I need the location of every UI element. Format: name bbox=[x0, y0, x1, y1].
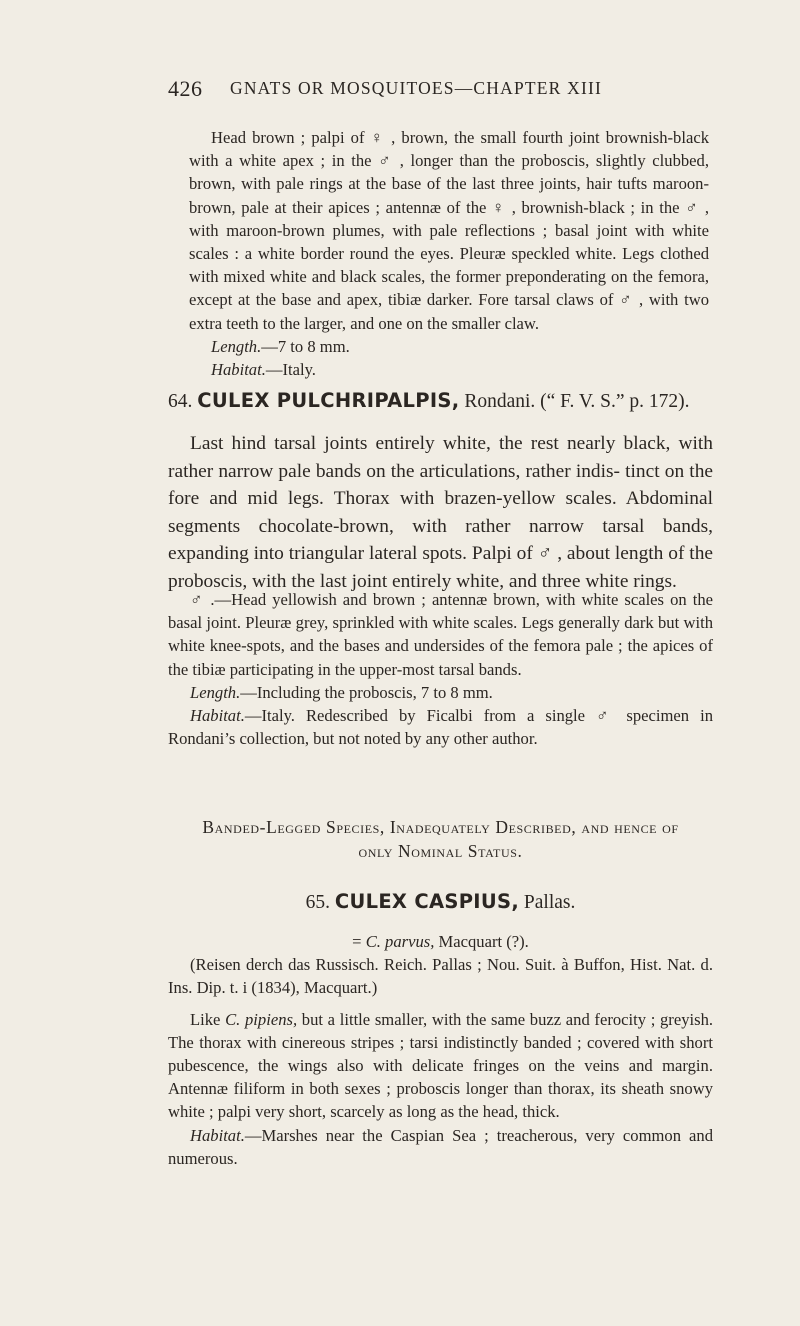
synonym-name: C. parvus, bbox=[365, 932, 435, 951]
section-heading bbox=[168, 815, 713, 863]
male-description: ♂ .—Head yellowish and brown ; antennæ brown, with white scales on the basal joint. Pleuræ grey, sprinkled with white scales. Legs generally dark but with white knee-spots, and the bases and undersides of the femora pale ; the apices of the tibiæ participating in the upper-most tarsal bands. bbox=[168, 590, 713, 679]
species-number: 65. bbox=[305, 892, 330, 913]
length-label: Length. bbox=[190, 682, 241, 702]
section-heading-line-2: only Nominal Status. bbox=[358, 841, 523, 861]
species-number: 64. bbox=[168, 391, 193, 412]
length-value: —Including the proboscis, 7 to 8 mm. bbox=[240, 682, 493, 702]
species-65-habitat bbox=[168, 1124, 713, 1170]
habitat-label: Habitat. bbox=[190, 1125, 245, 1145]
species-64-diagnosis bbox=[168, 430, 713, 595]
species-author: Rondani. bbox=[464, 391, 536, 412]
intro-habitat bbox=[189, 358, 709, 381]
habitat-value: —Marshes near the Caspian Sea ; treacherous, very common and numerous. bbox=[168, 1125, 713, 1168]
species-65-references: (Reisen derch das Russisch. Reich. Pallas ; Nou. Suit. à Buffon, Hist. Nat. d. Ins. Dip. t. i (1834), Macquart.) bbox=[168, 955, 713, 998]
intro-length bbox=[189, 335, 709, 358]
species-64-length bbox=[168, 681, 713, 704]
synonym-rest: Macquart (?). bbox=[434, 932, 529, 951]
species-64-habitat bbox=[168, 704, 713, 750]
length-value: —7 to 8 mm. bbox=[261, 336, 350, 356]
species-64-details bbox=[168, 588, 713, 750]
species-65-heading bbox=[168, 890, 713, 914]
synonym-prefix: = bbox=[352, 932, 366, 951]
running-title: GNATS OR MOSQUITOES—CHAPTER XIII bbox=[230, 78, 603, 98]
length-label: Length. bbox=[211, 336, 262, 356]
desc-rest: but a little smaller, with the same buzz and ferocity ; greyish. The thorax with cinereous stripes ; tarsi indistinctly banded ; covered with short pubescence, the wings also with delicate fringes on the veins and margin. Antennæ filiform in both sexes ; proboscis longer than thorax, its sheath snowy white ; palpi very short, scarcely as long as the head, thick. bbox=[168, 1009, 714, 1122]
species-reference: (“ F. V. S.” p. 172). bbox=[540, 391, 690, 412]
species-65-description bbox=[168, 1008, 713, 1124]
desc-prefix: Like bbox=[190, 1009, 226, 1029]
synonym-line bbox=[168, 930, 713, 953]
habitat-value: —Italy. Redescribed by Ficalbi from a single ♂ specimen in Rondani’s collection, but not noted by any other author. bbox=[168, 706, 713, 749]
species-65-body bbox=[168, 930, 713, 1170]
species-name: CULEX CASPIUS, bbox=[334, 890, 520, 913]
habitat-label: Habitat. bbox=[190, 706, 245, 726]
intro-description: Head brown ; palpi of ♀ , brown, the small fourth joint brownish-black with a white apex ; in the ♂ , longer than the proboscis, slightly clubbed, brown, with pale rings at the base of the last three joints, hair tufts maroon-brown, pale at their apices ; antennæ of the ♀ , brownish-black ; in the ♂ , with maroon-brown plumes, with pale reflections ; basal joint with white scales : a white border round the eyes. Pleuræ speckled white. Legs clothed with mixed white and black scales, the former preponderating on the femora, except at the base and apex, tibiæ darker. Fore tarsal claws of ♂ , with two extra teeth to the larger, and one on the smaller claw. bbox=[189, 128, 709, 333]
habitat-value: —Italy. bbox=[265, 360, 316, 380]
desc-species: C. pipiens, bbox=[225, 1009, 298, 1029]
section-heading-line-1: Banded-Legged Species, Inadequately Described, and hence of bbox=[202, 817, 679, 837]
page-number: 426 bbox=[168, 76, 203, 101]
species-author: Pallas. bbox=[523, 892, 576, 913]
species-64-heading bbox=[168, 389, 713, 413]
diagnosis-text: Last hind tarsal joints entirely white, the rest nearly black, with rather narrow pale bands on the articulations, rather indis- tinct on the fore and mid legs. Thorax with brazen-yellow scales. Abdominal segments chocolate-brown, with rather narrow tarsal bands, expanding into triangular lateral spots. Palpi of ♂ , about length of the proboscis, with the last joint entirely white, and three white rings. bbox=[168, 433, 713, 592]
species-name: CULEX PULCHRIPALPIS, bbox=[197, 389, 460, 412]
running-header bbox=[168, 76, 688, 106]
intro-section bbox=[189, 126, 709, 381]
habitat-label: Habitat. bbox=[211, 360, 266, 380]
